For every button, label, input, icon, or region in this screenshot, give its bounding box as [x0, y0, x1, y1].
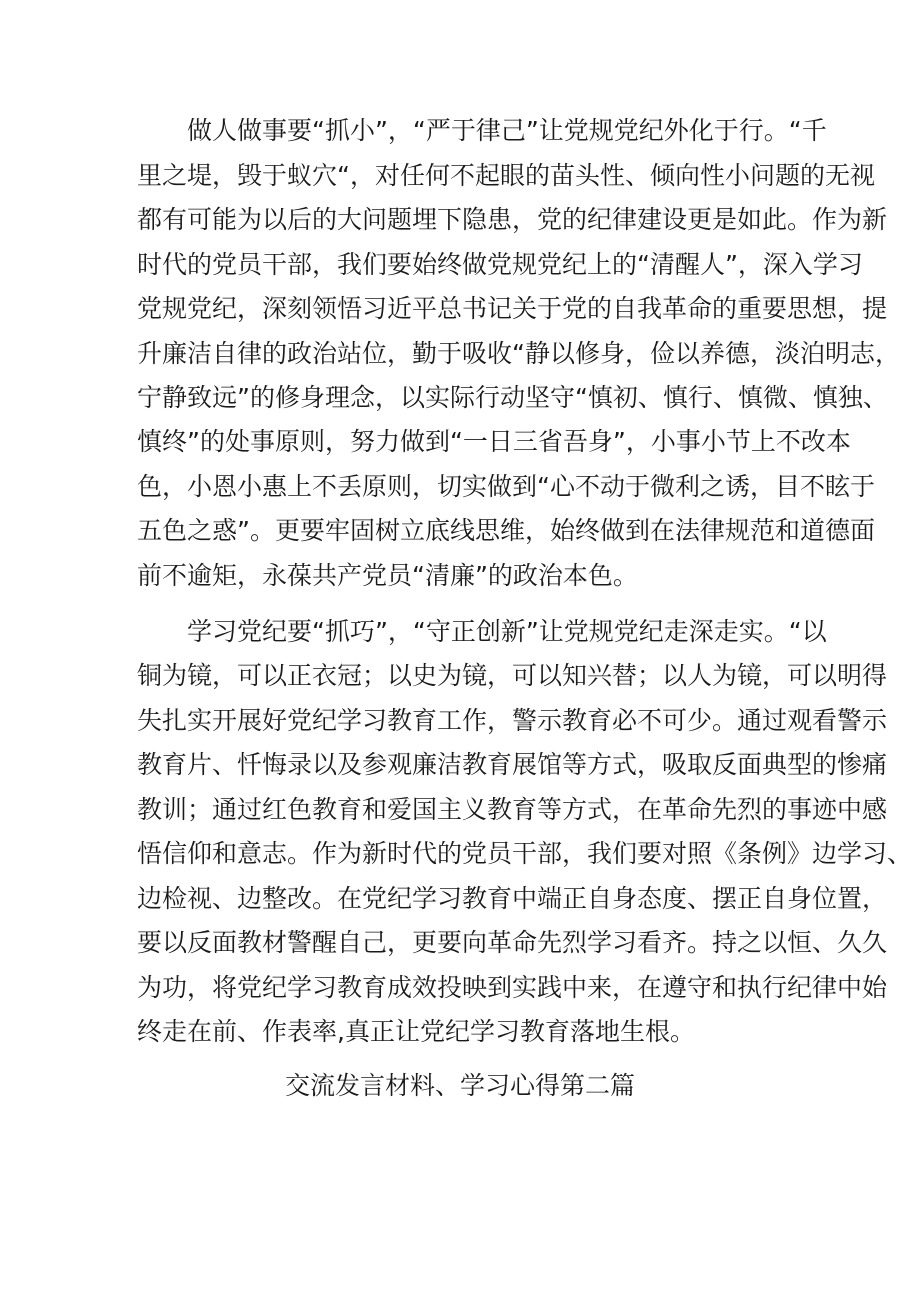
paragraph-line: 悟信仰和意志。作为新时代的党员干部，我们要对照《条例》边学习、	[137, 839, 913, 868]
section-heading: 交流发言材料、学习心得第二篇	[284, 1071, 635, 1100]
paragraph-line: 铜为镜，可以正衣冠；以史为镜，可以知兴替；以人为镜，可以明得	[137, 661, 888, 690]
paragraph-line: 教训；通过红色教育和爱国主义教育等方式，在革命先烈的事迹中感	[137, 795, 888, 824]
paragraph-line: 做人做事要“抓小”，“严于律己”让党规党纪外化于行。“千	[137, 116, 827, 145]
paragraph-line: 里之堤，毁于蚁穴“，对任何不起眼的苗头性、倾向性小问题的无视	[137, 161, 875, 190]
paragraph-line: 色，小恩小惠上不丢原则，切实做到“心不动于微利之诱，目不眩于	[137, 472, 875, 501]
paragraph-line: 时代的党员干部，我们要始终做党规党纪上的“清醒人”，深入学习	[137, 250, 863, 279]
paragraph-line: 学习党纪要“抓巧”，“守正创新”让党规党纪走深走实。“以	[137, 617, 827, 646]
paragraph-line: 为功，将党纪学习教育成效投映到实践中来，在遵守和执行纪律中始	[137, 973, 888, 1002]
paragraph-line: 慎终”的处事原则，努力做到“一日三省吾身”，小事小节上不改本	[137, 427, 851, 456]
paragraph-line: 宁静致远”的修身理念，以实际行动坚守“慎初、慎行、慎微、慎独、	[137, 383, 888, 412]
paragraph-line: 都有可能为以后的大问题埋下隐患，党的纪律建设更是如此。作为新	[137, 205, 888, 234]
paragraph-line: 边检视、边整改。在党纪学习教育中端正自身态度、摆正自身位置，	[137, 884, 888, 913]
paragraph-line: 失扎实开展好党纪学习教育工作，警示教育必不可少。通过观看警示	[137, 706, 888, 735]
paragraph-line: 五色之惑”。更要牢固树立底线思维，始终做到在法律规范和道德面	[137, 516, 875, 545]
paragraph-line: 党规党纪，深刻领悟习近平总书记关于党的自我革命的重要思想，提	[137, 294, 888, 323]
paragraph-line: 升廉洁自律的政治站位，勤于吸收“静以修身，俭以养德，淡泊明志，	[137, 339, 900, 368]
paragraph-line: 要以反面教材警醒自己，更要向革命先烈学习看齐。持之以恒、久久	[137, 928, 888, 957]
paragraph-line: 终走在前、作表率,真正让党纪学习教育落地生根。	[137, 1017, 695, 1046]
paragraph-line: 前不逾矩，永葆共产党员“清廉”的政治本色。	[137, 561, 638, 590]
paragraph-line: 教育片、忏悔录以及参观廉洁教育展馆等方式，吸取反面典型的惨痛	[137, 750, 888, 779]
